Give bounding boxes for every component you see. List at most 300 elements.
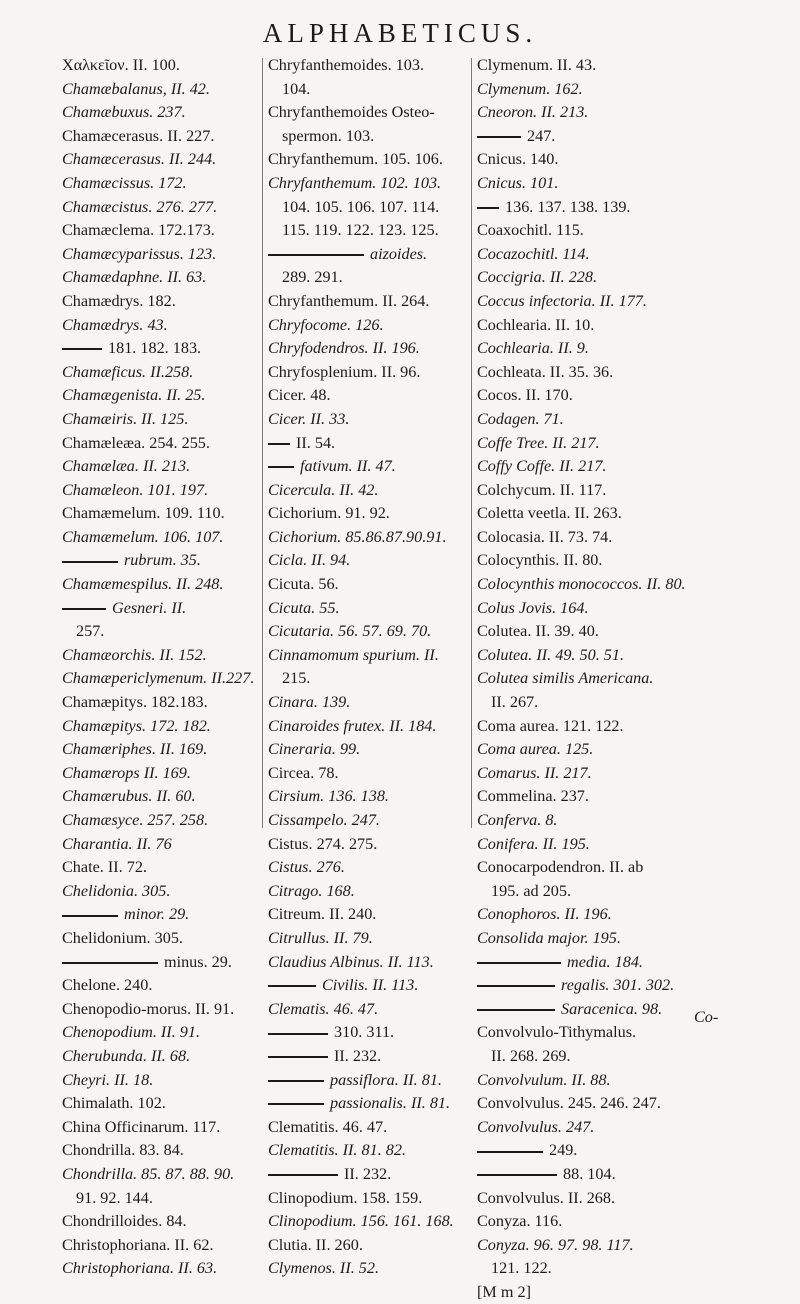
index-entry <box>477 620 677 644</box>
index-entry <box>477 290 677 314</box>
index-entry <box>268 1210 464 1234</box>
index-entry <box>62 951 258 975</box>
index-entry <box>477 1163 677 1187</box>
index-entry <box>268 951 464 975</box>
index-entry <box>62 762 258 786</box>
entry-text: Colutea similis Americana. <box>477 669 654 688</box>
entry-text: Chondrilla. 83. 84. <box>62 1141 184 1160</box>
entry-text: Chamæbuxus. 237. <box>62 103 186 122</box>
repeat-dash <box>477 207 499 209</box>
entry-text: Coffe Tree. II. 217. <box>477 433 600 452</box>
index-entry <box>268 314 464 338</box>
entry-text: Citrullus. II. 79. <box>268 928 373 947</box>
entry-text: Chamæcerasus. II. 227. <box>62 126 215 145</box>
index-column-2 <box>268 54 464 1281</box>
index-entry <box>62 172 258 196</box>
index-entry <box>268 101 464 125</box>
column-rule <box>471 58 472 828</box>
entry-text: Cnicus. 140. <box>477 150 559 169</box>
index-entry <box>268 856 464 880</box>
entry-text: Coma aurea. 121. 122. <box>477 716 624 735</box>
entry-text: spermon. 103. <box>282 126 375 145</box>
entry-text: Coletta veetla. II. 263. <box>477 504 622 523</box>
index-entry <box>477 785 677 809</box>
index-entry <box>477 1069 677 1093</box>
index-entry <box>62 809 258 833</box>
repeat-dash <box>268 254 364 256</box>
index-entry <box>268 1045 464 1069</box>
entry-text: Chate. II. 72. <box>62 858 147 877</box>
entry-text: Cheyri. II. 18. <box>62 1070 154 1089</box>
index-entry <box>477 384 677 408</box>
entry-text: Coma aurea. 125. <box>477 740 594 759</box>
entry-text: Chamælæa. II. 213. <box>62 457 191 476</box>
repeat-dash <box>268 1174 338 1176</box>
entry-text: Chryfodendros. II. 196. <box>268 339 420 358</box>
index-entry <box>268 573 464 597</box>
index-entry <box>268 1234 464 1258</box>
entry-text: Circea. 78. <box>268 763 339 782</box>
repeat-dash <box>477 1174 557 1176</box>
index-entry <box>62 408 258 432</box>
entry-text: 115. 119. 122. 123. 125. <box>282 221 439 240</box>
catchword: Co- <box>694 1008 719 1026</box>
entry-text: Chamædaphne. II. 63. <box>62 268 207 287</box>
entry-text: Cocos. II. 170. <box>477 386 573 405</box>
repeat-dash <box>62 915 118 917</box>
index-entry <box>62 1069 258 1093</box>
entry-text: Chamæclema. 172.173. <box>62 221 215 240</box>
entry-text: aizoides. <box>370 244 428 263</box>
entry-text: Chamæcyparissus. 123. <box>62 244 217 263</box>
index-entry <box>268 1092 464 1116</box>
index-entry <box>268 691 464 715</box>
index-entry <box>62 1210 258 1234</box>
index-entry <box>477 432 677 456</box>
entry-text: Coccus infectoria. II. 177. <box>477 291 647 310</box>
entry-text: II. 54. <box>296 433 336 452</box>
index-entry <box>62 597 258 621</box>
index-entry <box>268 196 464 220</box>
index-entry <box>268 738 464 762</box>
index-entry <box>268 597 464 621</box>
entry-text: Convolvulus. 245. 246. 247. <box>477 1094 661 1113</box>
entry-text: Chamægenista. II. 25. <box>62 386 206 405</box>
index-entry <box>62 1163 258 1187</box>
index-entry <box>268 1021 464 1045</box>
entry-text: Chamæficus. II.258. <box>62 362 194 381</box>
index-entry <box>268 1069 464 1093</box>
entry-text: Cneoron. II. 213. <box>477 103 589 122</box>
index-entry <box>62 833 258 857</box>
index-entry <box>268 172 464 196</box>
entry-text: Gesneri. II. <box>112 598 187 617</box>
index-entry <box>62 998 258 1022</box>
entry-text: Commelina. 237. <box>477 787 589 806</box>
index-entry <box>62 1187 258 1211</box>
index-entry <box>477 856 677 880</box>
index-entry <box>268 526 464 550</box>
entry-text: Cinnamomum spurium. II. <box>268 645 439 664</box>
index-entry <box>477 408 677 432</box>
entry-text: Clymenos. II. 52. <box>268 1259 380 1278</box>
entry-text: rubrum. 35. <box>124 551 201 570</box>
entry-text: Clematitis. 46. 47. <box>268 1117 388 1136</box>
index-entry <box>62 479 258 503</box>
index-entry <box>62 903 258 927</box>
entry-text: media. 184. <box>567 952 643 971</box>
entry-text: Chamæpitys. 182.183. <box>62 693 208 712</box>
index-entry <box>477 219 677 243</box>
index-entry <box>477 101 677 125</box>
index-entry <box>268 667 464 691</box>
index-entry <box>62 1045 258 1069</box>
entry-text: Cichorium. 85.86.87.90.91. <box>268 527 447 546</box>
index-entry <box>477 833 677 857</box>
index-entry <box>477 903 677 927</box>
entry-text: Cochleata. II. 35. 36. <box>477 362 614 381</box>
repeat-dash <box>477 1151 543 1153</box>
index-entry <box>477 455 677 479</box>
index-entry <box>477 1281 677 1304</box>
running-head: ALPHABETICUS. <box>262 18 538 48</box>
entry-text: Conifera. II. 195. <box>477 834 590 853</box>
index-entry <box>477 337 677 361</box>
entry-text: Clinopodium. 158. 159. <box>268 1188 423 1207</box>
index-entry <box>62 148 258 172</box>
index-entry <box>477 951 677 975</box>
index-entry <box>477 998 677 1022</box>
index-entry <box>268 620 464 644</box>
index-entry <box>268 809 464 833</box>
index-entry <box>268 78 464 102</box>
repeat-dash <box>268 985 316 987</box>
entry-text: Chelone. 240. <box>62 976 153 995</box>
entry-text: Χαλκεῖον. II. 100. <box>62 56 180 74</box>
entry-text: Colchycum. II. 117. <box>477 480 607 499</box>
repeat-dash <box>268 1103 324 1105</box>
entry-text: Cichorium. 91. 92. <box>268 504 390 523</box>
entry-text: Chamædrys. 182. <box>62 291 176 310</box>
entry-text: Coccigria. II. 228. <box>477 268 598 287</box>
entry-text: Conocarpodendron. II. ab <box>477 858 644 877</box>
entry-text: 181. 182. 183. <box>108 339 202 358</box>
entry-text: Comarus. II. 217. <box>477 763 592 782</box>
entry-text: minus. 29. <box>164 952 232 971</box>
index-entry <box>62 880 258 904</box>
entry-text: 247. <box>527 126 556 145</box>
repeat-dash <box>477 136 521 138</box>
entry-text: Cnicus. 101. <box>477 173 559 192</box>
entry-text: Chamæleon. 101. 197. <box>62 480 209 499</box>
entry-text: Cicla. II. 94. <box>268 551 351 570</box>
entry-text: Charantia. II. 76 <box>62 834 172 853</box>
repeat-dash <box>268 466 294 468</box>
index-entry <box>268 384 464 408</box>
entry-text: 310. 311. <box>334 1023 395 1042</box>
entry-text: Chamæiris. II. 125. <box>62 409 189 428</box>
entry-text: Christophoriana. II. 62. <box>62 1235 214 1254</box>
entry-text: Cissampelo. 247. <box>268 811 380 829</box>
index-entry <box>477 361 677 385</box>
entry-text: Citreum. II. 240. <box>268 905 377 924</box>
index-entry <box>62 314 258 338</box>
entry-text: Chamæleæa. 254. 255. <box>62 433 210 452</box>
entry-text: Cicuta. 56. <box>268 575 339 594</box>
entry-text: Clinopodium. 156. 161. 168. <box>268 1212 454 1231</box>
entry-text: Colocasia. II. 73. 74. <box>477 527 613 546</box>
index-entry <box>62 54 258 78</box>
entry-text: 136. 137. 138. 139. <box>505 197 631 216</box>
index-entry <box>268 1187 464 1211</box>
index-entry <box>477 880 677 904</box>
index-entry <box>268 927 464 951</box>
entry-text: Clematis. 46. 47. <box>268 999 379 1018</box>
index-entry <box>268 266 464 290</box>
entry-text: II. 268. 269. <box>491 1046 571 1065</box>
entry-text: Chamæmelum. 109. 110. <box>62 504 225 523</box>
entry-text: Christophoriana. II. 63. <box>62 1259 218 1278</box>
index-entry <box>477 597 677 621</box>
index-entry <box>268 502 464 526</box>
entry-text: Clymenum. II. 43. <box>477 56 597 74</box>
entry-text: Convolvulus. 247. <box>477 1117 595 1136</box>
entry-text: Chamæmelum. 106. 107. <box>62 527 224 546</box>
index-entry <box>62 243 258 267</box>
repeat-dash <box>268 1080 324 1082</box>
index-entry <box>62 785 258 809</box>
index-entry <box>477 243 677 267</box>
entry-text: Cherubunda. II. 68. <box>62 1046 191 1065</box>
index-entry <box>62 1234 258 1258</box>
index-entry <box>477 738 677 762</box>
entry-text: Cinaroides frutex. II. 184. <box>268 716 437 735</box>
entry-text: Chamæcistus. 276. 277. <box>62 197 218 216</box>
index-entry <box>268 408 464 432</box>
index-entry <box>477 974 677 998</box>
index-entry <box>62 927 258 951</box>
entry-text: 104. 105. 106. 107. 114. <box>282 197 440 216</box>
entry-text: Chondrilloides. 84. <box>62 1212 187 1231</box>
index-entry <box>477 1116 677 1140</box>
index-entry <box>62 384 258 408</box>
entry-text: 104. <box>282 79 311 98</box>
entry-text: Chryfanthemoides Osteo- <box>268 103 435 122</box>
index-entry <box>62 691 258 715</box>
index-entry <box>268 715 464 739</box>
entry-text: Clematitis. II. 81. 82. <box>268 1141 407 1160</box>
entry-text: Coffy Coffe. II. 217. <box>477 457 607 476</box>
index-entry <box>62 361 258 385</box>
index-entry <box>62 1021 258 1045</box>
repeat-dash <box>62 608 106 610</box>
entry-text: Chondrilla. 85. 87. 88. 90. <box>62 1164 235 1183</box>
entry-text: Cicutaria. 56. 57. 69. 70. <box>268 622 432 641</box>
entry-text: II. 267. <box>491 693 539 712</box>
entry-text: Chamæorchis. II. 152. <box>62 645 207 664</box>
index-entry <box>268 290 464 314</box>
entry-text: passionalis. II. 81. <box>330 1094 451 1113</box>
index-entry <box>477 125 677 149</box>
index-entry <box>477 266 677 290</box>
index-entry <box>62 573 258 597</box>
index-entry <box>477 644 677 668</box>
index-entry <box>268 785 464 809</box>
entry-text: 289. 291. <box>282 268 343 287</box>
index-entry <box>268 337 464 361</box>
entry-text: Consolida major. 195. <box>477 928 621 947</box>
entry-text: Colocynthis monococcos. II. 80. <box>477 575 686 594</box>
index-entry <box>62 856 258 880</box>
index-entry <box>62 549 258 573</box>
index-entry <box>477 1139 677 1163</box>
entry-text: Chelidonium. 305. <box>62 928 183 947</box>
entry-text: Chamæpericlymenum. II.227. <box>62 669 255 688</box>
index-entry <box>477 715 677 739</box>
index-entry <box>62 432 258 456</box>
index-entry <box>268 644 464 668</box>
index-entry <box>62 974 258 998</box>
index-entry <box>477 172 677 196</box>
entry-text: Citrago. 168. <box>268 881 355 900</box>
index-entry <box>477 314 677 338</box>
index-entry <box>477 549 677 573</box>
entry-text: Codagen. 71. <box>477 409 564 428</box>
index-entry <box>477 148 677 172</box>
index-entry <box>477 78 677 102</box>
index-entry <box>477 691 677 715</box>
index-entry <box>62 667 258 691</box>
repeat-dash <box>477 1009 555 1011</box>
index-entry <box>62 125 258 149</box>
index-entry <box>477 1045 677 1069</box>
entry-text: 215. <box>282 669 311 688</box>
index-entry <box>477 502 677 526</box>
index-entry <box>477 809 677 833</box>
index-entry <box>62 455 258 479</box>
entry-text: Chelidonia. 305. <box>62 881 171 900</box>
entry-text: Chryfanthemum. 105. 106. <box>268 150 443 169</box>
entry-text: Civilis. II. 113. <box>322 976 419 995</box>
index-entry <box>477 54 677 78</box>
entry-text: Chenopodio-morus. II. 91. <box>62 999 235 1018</box>
entry-text: Chamæcerasus. II. 244. <box>62 150 217 169</box>
signature-mark: [M m 2] <box>477 1282 531 1301</box>
entry-text: Chamæmespilus. II. 248. <box>62 575 224 594</box>
index-entry <box>268 880 464 904</box>
entry-text: Chamæsyce. 257. 258. <box>62 811 209 829</box>
entry-text: regalis. 301. 302. <box>561 976 675 995</box>
index-entry <box>477 667 677 691</box>
entry-text: 195. ad 205. <box>491 881 572 900</box>
entry-text: Colus Jovis. 164. <box>477 598 589 617</box>
index-entry <box>268 125 464 149</box>
index-entry <box>268 833 464 857</box>
repeat-dash <box>62 962 158 964</box>
entry-text: Chamærubus. II. 60. <box>62 787 196 806</box>
entry-text: Colutea. II. 49. 50. 51. <box>477 645 625 664</box>
entry-text: Chryfanthemum. II. 264. <box>268 291 430 310</box>
index-entry <box>477 1092 677 1116</box>
index-entry <box>268 903 464 927</box>
entry-text: Cistus. 274. 275. <box>268 834 378 853</box>
index-entry <box>268 549 464 573</box>
index-entry <box>268 361 464 385</box>
index-entry <box>268 455 464 479</box>
repeat-dash <box>477 962 561 964</box>
entry-text: Chryfanthemoides. 103. <box>268 56 425 74</box>
entry-text: Conferva. 8. <box>477 811 558 829</box>
entry-text: 121. 122. <box>491 1259 552 1278</box>
entry-text: Clutia. II. 260. <box>268 1235 363 1254</box>
repeat-dash <box>477 985 555 987</box>
index-entry <box>62 266 258 290</box>
entry-text: China Officinarum. 117. <box>62 1117 221 1136</box>
index-entry <box>268 1257 464 1281</box>
entry-text: Cicer. II. 33. <box>268 409 350 428</box>
entry-text: Colutea. II. 39. 40. <box>477 622 599 641</box>
entry-text: 249. <box>549 1141 578 1160</box>
index-entry <box>62 738 258 762</box>
index-entry <box>268 432 464 456</box>
entry-text: II. 232. <box>344 1164 392 1183</box>
index-entry <box>62 715 258 739</box>
index-entry <box>477 927 677 951</box>
repeat-dash <box>62 561 118 563</box>
entry-text: Chimalath. 102. <box>62 1094 166 1113</box>
index-entry <box>62 502 258 526</box>
index-entry <box>268 998 464 1022</box>
entry-text: Cochlearia. II. 10. <box>477 315 595 334</box>
index-entry <box>477 1021 677 1045</box>
index-entry <box>62 337 258 361</box>
index-entry <box>62 196 258 220</box>
index-entry <box>62 219 258 243</box>
repeat-dash <box>268 1056 328 1058</box>
entry-text: Conophoros. II. 196. <box>477 905 612 924</box>
index-entry <box>268 1139 464 1163</box>
entry-text: Cineraria. 99. <box>268 740 361 759</box>
column-rule <box>262 58 263 828</box>
index-entry <box>62 644 258 668</box>
entry-text: Convolvulum. II. 88. <box>477 1070 611 1089</box>
entry-text: Conyza. 116. <box>477 1212 563 1231</box>
entry-text: Coaxochitl. 115. <box>477 221 584 240</box>
entry-text: passiflora. II. 81. <box>330 1070 442 1089</box>
entry-text: Chenopodium. II. 91. <box>62 1023 201 1042</box>
entry-text: Convolvulo-Tithymalus. <box>477 1023 637 1042</box>
index-entry <box>62 1092 258 1116</box>
repeat-dash <box>268 1033 328 1035</box>
index-entry <box>62 101 258 125</box>
entry-text: Chamærops II. 169. <box>62 763 191 782</box>
index-entry <box>477 479 677 503</box>
repeat-dash <box>62 348 102 350</box>
entry-text: Clymenum. 162. <box>477 79 583 98</box>
entry-text: Chamæcissus. 172. <box>62 173 187 192</box>
index-entry <box>62 1116 258 1140</box>
index-entry <box>477 1210 677 1234</box>
index-entry <box>62 1257 258 1281</box>
entry-text: fativum. II. 47. <box>300 457 396 476</box>
entry-text: 88. 104. <box>563 1164 616 1183</box>
index-entry <box>477 1257 677 1281</box>
entry-text: Chamæriphes. II. 169. <box>62 740 208 759</box>
index-entry <box>268 243 464 267</box>
entry-text: Chryfosplenium. II. 96. <box>268 362 421 381</box>
index-column-1 <box>62 54 258 1281</box>
entry-text: Cirsium. 136. 138. <box>268 787 389 806</box>
